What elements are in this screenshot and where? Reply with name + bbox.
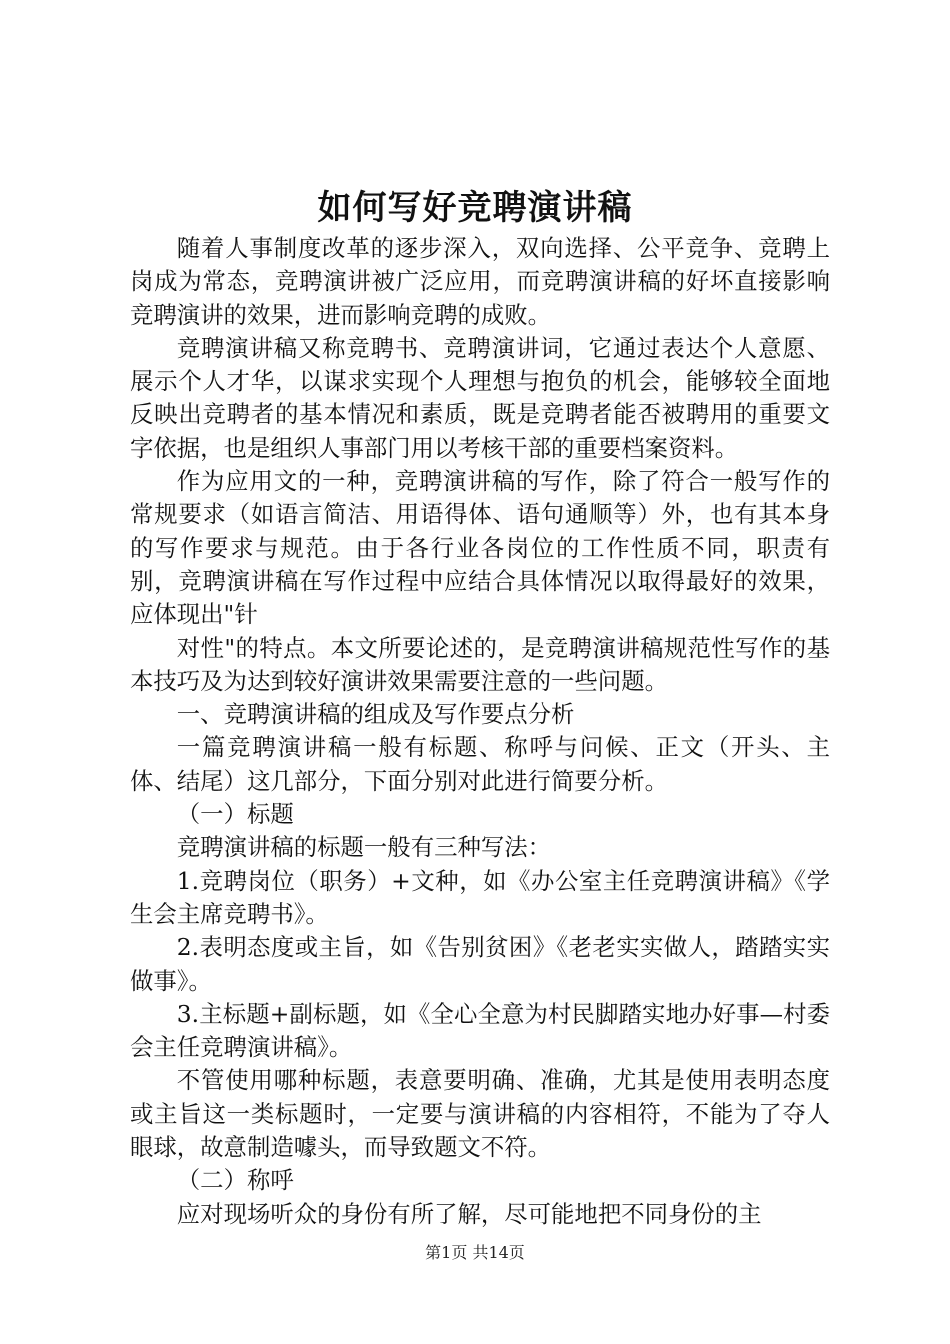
paragraph: 不管使用哪种标题，表意要明确、准确，尤其是使用表明态度或主旨这一类标题时，一定要与演讲稿的内容相符，不能为了夺人眼球，故意制造噱头，而导致题文不符。 bbox=[130, 1066, 830, 1162]
paragraph: 对性"的特点。本文所要论述的，是竞聘演讲稿规范性写作的基本技巧及为达到较好演讲效果需要注意的一些问题。 bbox=[130, 633, 830, 695]
document-body bbox=[130, 232, 830, 1231]
paragraph: 竞聘演讲稿的标题一般有三种写法： bbox=[176, 833, 552, 862]
list-item: 1.竞聘岗位（职务）+文种，如《办公室主任竞聘演讲稿》《学生会主席竞聘书》。 bbox=[130, 866, 830, 928]
section-heading: 一、竞聘演讲稿的组成及写作要点分析 bbox=[176, 700, 575, 729]
subsection-heading: （二）称呼 bbox=[176, 1166, 294, 1195]
paragraph: 应对现场听众的身份有所了解，尽可能地把不同身份的主 bbox=[176, 1199, 762, 1228]
subsection-heading: （一）标题 bbox=[176, 800, 294, 829]
paragraph: 随着人事制度改革的逐步深入，双向选择、公平竞争、竞聘上岗成为常态，竞聘演讲被广泛应用，而竞聘演讲稿的好坏直接影响竞聘演讲的效果，进而影响竞聘的成败。 bbox=[130, 234, 830, 329]
document-title: 如何写好竞聘演讲稿 bbox=[317, 188, 633, 228]
list-item: 2.表明态度或主旨，如《告别贫困》《老老实实做人，踏踏实实做事》。 bbox=[130, 933, 830, 995]
paragraph: 竞聘演讲稿又称竞聘书、竞聘演讲词，它通过表达个人意愿、展示个人才华，以谋求实现个人理想与抱负的机会，能够较全面地反映出竞聘者的基本情况和素质，既是竞聘者能否被聘用的重要文字依据，也是组织人事部门用以考核干部的重要档案资料。 bbox=[130, 333, 830, 462]
paragraph: 作为应用文的一种，竞聘演讲稿的写作，除了符合一般写作的常规要求（如语言简洁、用语得体、语句通顺等）外，也有其本身的写作要求与规范。由于各行业各岗位的工作性质不同，职责有别，竞聘演讲稿在写作过程中应结合具体情况以取得最好的效果，应体现出"针 bbox=[130, 467, 830, 629]
list-item: 3.主标题+副标题，如《全心全意为村民脚踏实地办好事—村委会主任竞聘演讲稿》。 bbox=[130, 999, 830, 1062]
paragraph: 一篇竞聘演讲稿一般有标题、称呼与问候、正文（开头、主体、结尾）这几部分，下面分别对此进行简要分析。 bbox=[130, 733, 830, 795]
page-number: 第1页 共14页 bbox=[425, 1243, 525, 1262]
